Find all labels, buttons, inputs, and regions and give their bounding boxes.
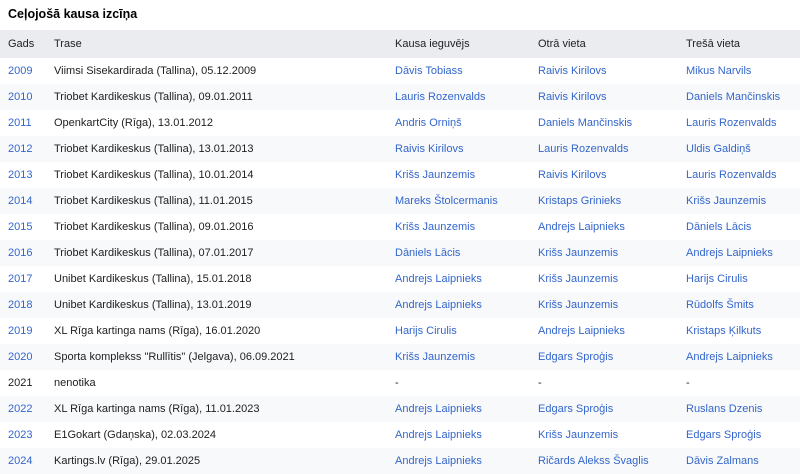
cell-second-place	[530, 266, 678, 292]
cell-year	[0, 266, 46, 292]
cell-year	[0, 110, 46, 136]
cell-track	[46, 188, 387, 214]
cell-third-place-link[interactable]: Mikus Narvils	[686, 65, 752, 77]
cell-third-place	[678, 370, 800, 396]
cell-first-place-link[interactable]: Krišs Jaunzemis	[395, 221, 476, 233]
cell-third-place	[678, 58, 800, 84]
cell-track	[46, 266, 387, 292]
cell-first-place-link[interactable]: Andrejs Laipnieks	[395, 403, 482, 415]
cell-second-place-link[interactable]: Krišs Jaunzemis	[538, 429, 619, 441]
cell-track	[46, 136, 387, 162]
cell-third-place-link[interactable]: Andrejs Laipnieks	[686, 247, 773, 259]
cell-track	[46, 344, 387, 370]
cell-track-text: Unibet Kardikeskus (Tallina), 13.01.2019	[54, 299, 252, 311]
cell-first-place	[387, 58, 530, 84]
cell-first-place	[387, 240, 530, 266]
cell-first-place-link[interactable]: Andrejs Laipnieks	[395, 429, 482, 441]
cell-year	[0, 422, 46, 448]
column-header-second-place: Otrā vieta	[530, 30, 678, 58]
cell-year-link[interactable]: 2009	[8, 65, 33, 77]
cell-year-link[interactable]: 2020	[8, 351, 33, 363]
cell-first-place	[387, 344, 530, 370]
table-row	[0, 84, 800, 110]
cell-first-place-link[interactable]: Dāvis Tobiass	[395, 65, 463, 77]
table-row	[0, 396, 800, 422]
cell-second-place	[530, 162, 678, 188]
cell-first-place	[387, 448, 530, 474]
cell-first-place	[387, 110, 530, 136]
cell-second-place	[530, 214, 678, 240]
cell-third-place-link[interactable]: Edgars Sproģis	[686, 429, 762, 441]
cell-third-place-text: -	[686, 377, 690, 389]
cell-track-text: Triobet Kardikeskus (Tallina), 09.01.2011	[54, 91, 253, 103]
table-row	[0, 318, 800, 344]
cell-track-text: Triobet Kardikeskus (Tallina), 10.01.2014	[54, 169, 254, 181]
cell-second-place-link[interactable]: Ričards Alekss Švaglis	[538, 455, 649, 467]
cell-third-place-link[interactable]: Andrejs Laipnieks	[686, 351, 773, 363]
table-row	[0, 370, 800, 396]
cell-year-link[interactable]: 2018	[8, 299, 33, 311]
cell-year	[0, 448, 46, 474]
column-header-third-place: Trešā vieta	[678, 30, 800, 58]
cell-second-place-link[interactable]: Krišs Jaunzemis	[538, 247, 619, 259]
cell-third-place-link[interactable]: Kristaps Ķilkuts	[686, 325, 762, 337]
cell-third-place-link[interactable]: Daniels Mančinskis	[686, 91, 781, 103]
cell-year-link[interactable]: 2022	[8, 403, 33, 415]
table-row	[0, 214, 800, 240]
cell-track-text: Sporta komplekss "Rullītis" (Jelgava), 06.09.2021	[54, 351, 295, 363]
cell-year-link[interactable]: 2019	[8, 325, 33, 337]
cell-track-text: Triobet Kardikeskus (Tallina), 09.01.2016	[54, 221, 254, 233]
cell-year-link[interactable]: 2010	[8, 91, 33, 103]
cell-third-place-link[interactable]: Dāniels Lācis	[686, 221, 752, 233]
cell-first-place	[387, 136, 530, 162]
cell-first-place	[387, 266, 530, 292]
column-header-track: Trase	[46, 30, 387, 58]
cell-first-place-link[interactable]: Raivis Kirilovs	[395, 143, 464, 155]
cell-first-place-link[interactable]: Andrejs Laipnieks	[395, 299, 482, 311]
table-row	[0, 448, 800, 474]
cell-first-place	[387, 214, 530, 240]
cell-first-place-link[interactable]: Dāniels Lācis	[395, 247, 461, 259]
cell-first-place	[387, 292, 530, 318]
cell-third-place-link[interactable]: Ruslans Dzenis	[686, 403, 763, 415]
cell-third-place-link[interactable]: Lauris Rozenvalds	[686, 117, 777, 129]
cell-second-place-text: -	[538, 377, 542, 389]
cell-year	[0, 84, 46, 110]
cell-first-place	[387, 396, 530, 422]
cell-first-place	[387, 370, 530, 396]
cell-second-place-link[interactable]: Lauris Rozenvalds	[538, 143, 629, 155]
cell-track-text: Triobet Kardikeskus (Tallina), 07.01.2017	[54, 247, 254, 259]
cell-year	[0, 396, 46, 422]
cell-track	[46, 422, 387, 448]
cell-first-place	[387, 84, 530, 110]
table-row	[0, 292, 800, 318]
cell-track-text: XL Rīga kartinga nams (Rīga), 16.01.2020	[54, 325, 261, 337]
cell-second-place-link[interactable]: Raivis Kirilovs	[538, 65, 607, 77]
cell-second-place	[530, 240, 678, 266]
cell-first-place	[387, 422, 530, 448]
cell-year	[0, 188, 46, 214]
cell-third-place	[678, 240, 800, 266]
cell-second-place	[530, 422, 678, 448]
table-row	[0, 344, 800, 370]
cell-track	[46, 110, 387, 136]
cell-year-link[interactable]: 2014	[8, 195, 33, 207]
cell-track-text: Kartings.lv (Rīga), 29.01.2025	[54, 455, 201, 467]
cell-track-text: Viimsi Sisekardirada (Tallina), 05.12.2009	[54, 65, 257, 77]
cell-third-place-link[interactable]: Harijs Cirulis	[686, 273, 748, 285]
cell-year-link[interactable]: 2016	[8, 247, 33, 259]
cell-second-place	[530, 136, 678, 162]
cell-second-place	[530, 292, 678, 318]
cell-track-text: OpenkartCity (Rīga), 13.01.2012	[54, 117, 213, 129]
cell-third-place-link[interactable]: Dāvis Zalmans	[686, 455, 759, 467]
cell-year	[0, 370, 46, 396]
cell-first-place-text: -	[395, 377, 399, 389]
cell-track-text: Unibet Kardikeskus (Tallina), 15.01.2018	[54, 273, 252, 285]
cell-year	[0, 136, 46, 162]
cell-year-text: 2021	[8, 377, 33, 389]
cell-first-place	[387, 162, 530, 188]
cell-third-place	[678, 188, 800, 214]
cell-year-link[interactable]: 2013	[8, 169, 33, 181]
cell-year-link[interactable]: 2024	[8, 455, 33, 467]
table-header-row	[0, 30, 800, 58]
cell-second-place-link[interactable]: Raivis Kirilovs	[538, 169, 607, 181]
cell-second-place-link[interactable]: Krišs Jaunzemis	[538, 299, 619, 311]
cell-track	[46, 292, 387, 318]
table-row	[0, 266, 800, 292]
cell-track	[46, 370, 387, 396]
cell-track	[46, 318, 387, 344]
cell-third-place	[678, 136, 800, 162]
table-row	[0, 240, 800, 266]
cell-track-text: nenotika	[54, 377, 96, 389]
cell-second-place	[530, 396, 678, 422]
cell-year	[0, 240, 46, 266]
cell-first-place-link[interactable]: Krišs Jaunzemis	[395, 351, 476, 363]
cell-year-link[interactable]: 2015	[8, 221, 33, 233]
cell-second-place-link[interactable]: Daniels Mančinskis	[538, 117, 633, 129]
cell-third-place-link[interactable]: Uldis Galdiņš	[686, 143, 751, 155]
cell-first-place-link[interactable]: Andrejs Laipnieks	[395, 273, 482, 285]
cell-track	[46, 84, 387, 110]
cell-second-place	[530, 58, 678, 84]
cell-first-place-link[interactable]: Lauris Rozenvalds	[395, 91, 486, 103]
cell-year-link[interactable]: 2012	[8, 143, 33, 155]
cell-first-place-link[interactable]: Krišs Jaunzemis	[395, 169, 476, 181]
table-row	[0, 188, 800, 214]
cell-year	[0, 214, 46, 240]
cell-track-text: E1Gokart (Gdaņska), 02.03.2024	[54, 429, 217, 441]
cell-year-link[interactable]: 2011	[8, 117, 32, 129]
cell-third-place	[678, 422, 800, 448]
cell-first-place-link[interactable]: Andrejs Laipnieks	[395, 455, 482, 467]
cell-third-place-link[interactable]: Rūdolfs Šmits	[686, 299, 754, 311]
cell-third-place	[678, 110, 800, 136]
cell-second-place-link[interactable]: Edgars Sproģis	[538, 403, 614, 415]
cell-track	[46, 214, 387, 240]
page-title: Ceļojošā kausa izcīņa	[8, 7, 138, 21]
column-header-year: Gads	[0, 30, 46, 58]
cell-third-place	[678, 448, 800, 474]
cell-third-place	[678, 292, 800, 318]
cell-track-text: Triobet Kardikeskus (Tallina), 11.01.2015	[54, 195, 253, 207]
cell-first-place-link[interactable]: Andris Orniņš	[395, 117, 462, 129]
cell-first-place-link[interactable]: Harijs Cirulis	[395, 325, 457, 337]
table-row	[0, 110, 800, 136]
cell-second-place-link[interactable]: Andrejs Laipnieks	[538, 325, 625, 337]
cell-third-place	[678, 162, 800, 188]
cell-year-link[interactable]: 2017	[8, 273, 33, 285]
cell-third-place	[678, 214, 800, 240]
cell-first-place	[387, 188, 530, 214]
cell-second-place	[530, 448, 678, 474]
cell-second-place-link[interactable]: Kristaps Grinieks	[538, 195, 622, 207]
cell-second-place	[530, 110, 678, 136]
cell-track	[46, 396, 387, 422]
cell-second-place	[530, 370, 678, 396]
standings-table	[0, 30, 800, 474]
cell-year	[0, 344, 46, 370]
column-header-first-place: Kausa ieguvējs	[387, 30, 530, 58]
table-row	[0, 422, 800, 448]
cell-second-place	[530, 318, 678, 344]
cell-second-place-link[interactable]: Krišs Jaunzemis	[538, 273, 619, 285]
cell-second-place-link[interactable]: Raivis Kirilovs	[538, 91, 607, 103]
cell-third-place-link[interactable]: Krišs Jaunzemis	[686, 195, 767, 207]
table-row	[0, 136, 800, 162]
cell-third-place	[678, 318, 800, 344]
cell-second-place	[530, 84, 678, 110]
cell-third-place	[678, 266, 800, 292]
cell-second-place-link[interactable]: Andrejs Laipnieks	[538, 221, 625, 233]
cell-track	[46, 162, 387, 188]
cell-second-place	[530, 188, 678, 214]
cell-track	[46, 58, 387, 84]
cell-year	[0, 58, 46, 84]
cell-second-place-link[interactable]: Edgars Sproģis	[538, 351, 614, 363]
cell-track	[46, 448, 387, 474]
cell-year-link[interactable]: 2023	[8, 429, 33, 441]
cell-first-place-link[interactable]: Mareks Štolcermanis	[395, 195, 498, 207]
cell-third-place	[678, 396, 800, 422]
cell-track-text: XL Rīga kartinga nams (Rīga), 11.01.2023	[54, 403, 260, 415]
cell-track-text: Triobet Kardikeskus (Tallina), 13.01.2013	[54, 143, 254, 155]
cell-track	[46, 240, 387, 266]
cell-year	[0, 162, 46, 188]
table-body	[0, 58, 800, 474]
table-row	[0, 58, 800, 84]
cell-first-place	[387, 318, 530, 344]
cell-third-place-link[interactable]: Lauris Rozenvalds	[686, 169, 777, 181]
cell-year	[0, 318, 46, 344]
table-header	[0, 30, 800, 58]
table-row	[0, 162, 800, 188]
cell-year	[0, 292, 46, 318]
cell-third-place	[678, 344, 800, 370]
cell-third-place	[678, 84, 800, 110]
cell-second-place	[530, 344, 678, 370]
